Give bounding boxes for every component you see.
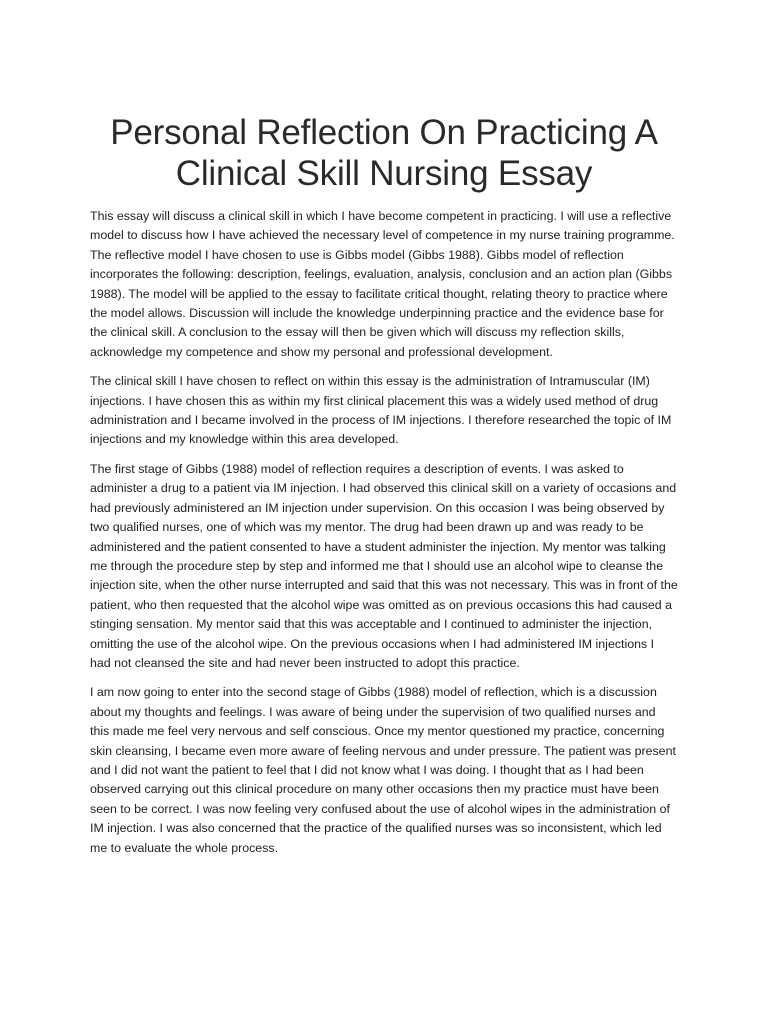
- document-body: [90, 207, 678, 858]
- paragraph-feelings-stage: I am now going to enter into the second stage of Gibbs (1988) model of reflection, which is a discussion about my thoughts and feelings. I was aware of being under the supervision of two qualified nurses and this made me feel very nervous and self conscious. Once my mentor questioned my practice, concerning skin cleansing, I became even more aware of feeling nervous and under pressure. The patient was present and I did not want the patient to feel that I did not know what I was doing. I thought that as I had been observed carrying out this clinical procedure on many other occasions then my practice must have been seen to be correct. I was now feeling very confused about the use of alcohol wipes in the administration of IM injection. I was also concerned that the practice of the qualified nurses was so inconsistent, which led me to evaluate the whole process.: [90, 685, 676, 855]
- paragraph-clinical-skill: The clinical skill I have chosen to reflect on within this essay is the administration of Intramuscular (IM) injections. I have chosen this as within my first clinical placement this was a widely used method of drug administration and I became involved in the process of IM injections. I therefore researched the topic of IM injections and my knowledge within this area developed.: [90, 374, 672, 447]
- paragraph-introduction: This essay will discuss a clinical skill in which I have become competent in practicing. I will use a reflective model to discuss how I have achieved the necessary level of competence in my nurse training programme. The reflective model I have chosen to use is Gibbs model (Gibbs 1988). Gibbs model of reflection incorporates the following: description, feelings, evaluation, analysis, conclusion and an action plan (Gibbs 1988). The model will be applied to the essay to facilitate critical thought, relating theory to practice where the model allows. Discussion will include the knowledge underpinning practice and the evidence base for the clinical skill. A conclusion to the essay will then be given which will discuss my reflection skills, acknowledge my competence and show my personal and professional development.: [90, 209, 675, 359]
- paragraph-description-stage: The first stage of Gibbs (1988) model of reflection requires a description of events. I was asked to administer a drug to a patient via IM injection. I had observed this clinical skill on a variety of occasions and had previously administered an IM injection under supervision. On this occasion I was being observed by two qualified nurses, one of which was my mentor. The drug had been drawn up and was ready to be administered and the patient consented to have a student administer the injection. My mentor was talking me through the procedure step by step and informed me that I should use an alcohol wipe to cleanse the injection site, when the other nurse interrupted and said that this was not necessary. This was in front of the patient, who then requested that the alcohol wipe was omitted as on previous occasions this had caused a stinging sensation. My mentor said that this was acceptable and I continued to administer the injection, omitting the use of the alcohol wipe. On the previous occasions when I had administered IM injections I had not cleansed the site and had never been instructed to adopt this practice.: [90, 461, 678, 670]
- document-title: Personal Reflection On Practicing A Clinical Skill Nursing Essay: [110, 113, 658, 193]
